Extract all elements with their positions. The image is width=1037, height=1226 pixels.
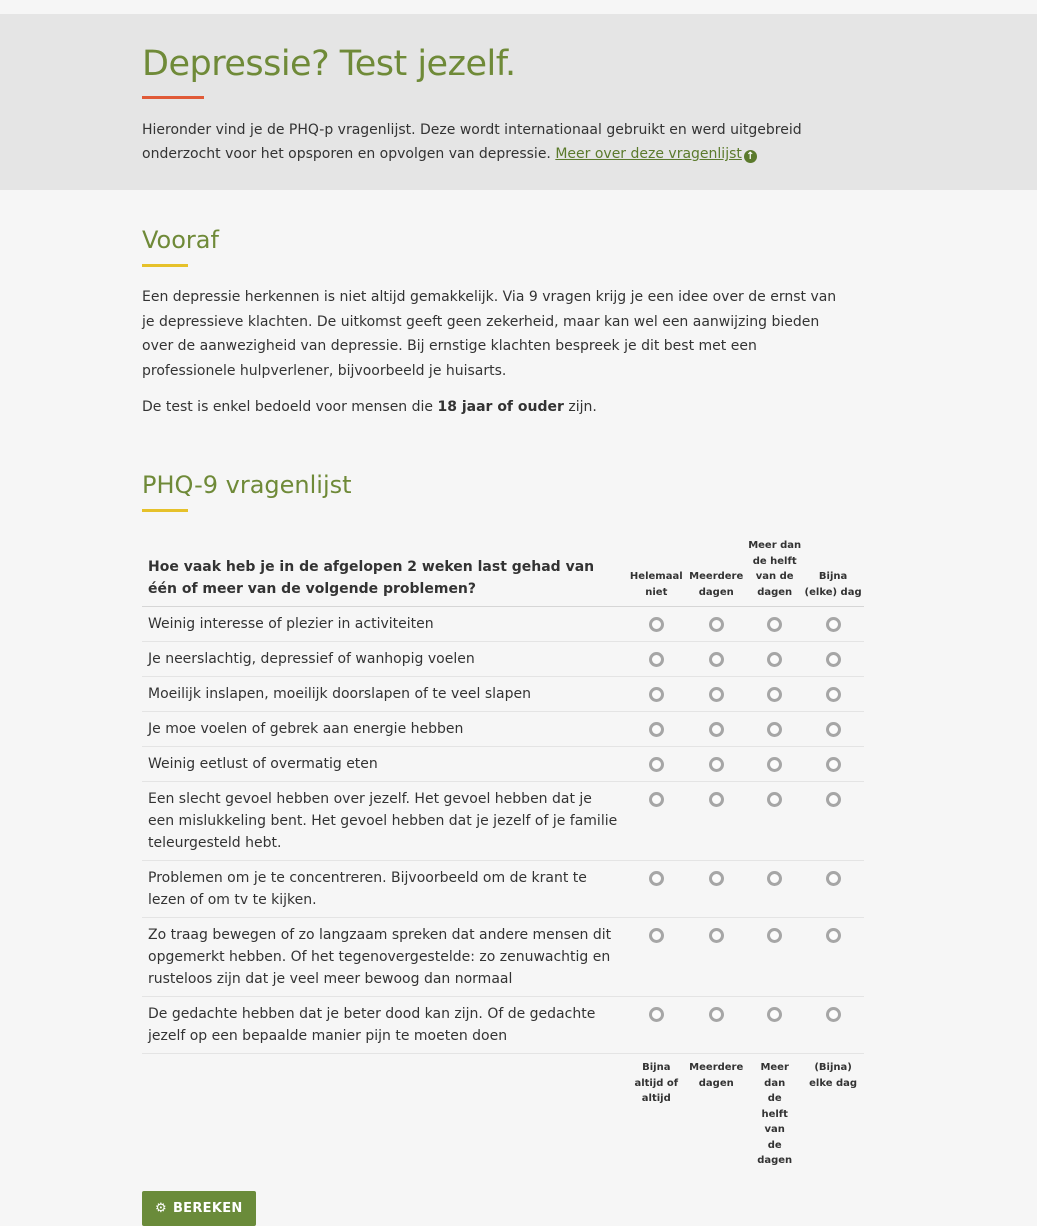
- question-text: Je moe voelen of gebrek aan energie hebben: [148, 721, 464, 737]
- answer-cell: [802, 642, 864, 677]
- answer-radio[interactable]: [649, 652, 664, 667]
- answer-radio[interactable]: [709, 687, 724, 702]
- answer-radio[interactable]: [767, 1007, 782, 1022]
- table-row: [142, 861, 864, 918]
- footer-column-label: Meerdere dagen: [689, 1062, 744, 1089]
- answer-radio[interactable]: [767, 757, 782, 772]
- answer-radio[interactable]: [767, 928, 782, 943]
- main-content: [0, 225, 1037, 1226]
- answer-cell: [747, 712, 802, 747]
- table-row: [142, 747, 864, 782]
- column-header: Meer dan de helft van de dagen: [748, 540, 802, 598]
- answer-radio[interactable]: [649, 722, 664, 737]
- answer-radio[interactable]: [826, 757, 841, 772]
- answer-cell: [802, 607, 864, 642]
- answer-radio[interactable]: [709, 757, 724, 772]
- calculate-button[interactable]: [142, 1191, 256, 1226]
- table-row: [142, 782, 864, 861]
- answer-radio[interactable]: [709, 928, 724, 943]
- table-row: [142, 712, 864, 747]
- answer-radio[interactable]: [709, 871, 724, 886]
- answer-cell: [627, 677, 685, 712]
- answer-radio[interactable]: [826, 928, 841, 943]
- table-footer-row: [142, 1054, 864, 1169]
- question-text: Problemen om je te concentreren. Bijvoorbeeld om de krant te lezen of om tv te kijken.: [148, 870, 587, 908]
- answer-radio[interactable]: [826, 617, 841, 632]
- table-row: [142, 607, 864, 642]
- answer-cell: [685, 712, 747, 747]
- answer-cell: [802, 712, 864, 747]
- answer-radio[interactable]: [649, 757, 664, 772]
- answer-radio[interactable]: [767, 652, 782, 667]
- answer-cell: [627, 918, 685, 997]
- answer-radio[interactable]: [709, 652, 724, 667]
- questionnaire-table: [142, 538, 864, 1169]
- gears-icon: ⚙: [155, 1200, 167, 1216]
- question-header: Hoe vaak heb je in de afgelopen 2 weken last gehad van één of meer van de volgende problemen?: [148, 559, 595, 597]
- answer-cell: [627, 712, 685, 747]
- more-info-link[interactable]: [555, 146, 757, 162]
- answer-cell: [627, 997, 685, 1054]
- answer-cell: [747, 918, 802, 997]
- answer-radio[interactable]: [649, 1007, 664, 1022]
- answer-cell: [627, 642, 685, 677]
- footer-column-label: Meer dan de helft van de dagen: [757, 1062, 793, 1166]
- age-notice-bold: 18 jaar of ouder: [437, 399, 564, 415]
- answer-cell: [747, 642, 802, 677]
- footer-column-label: Bijna altijd of altijd: [634, 1062, 679, 1104]
- answer-radio[interactable]: [826, 792, 841, 807]
- hero-intro-text: Hieronder vind je de PHQ-p vragenlijst. Deze wordt internationaal gebruikt en werd uitgebreid onderzocht voor het opsporen en opvolgen van depressie.: [142, 122, 802, 162]
- arrow-up-circle-icon: ↑: [744, 150, 757, 163]
- answer-radio[interactable]: [767, 687, 782, 702]
- answer-radio[interactable]: [826, 1007, 841, 1022]
- answer-radio[interactable]: [709, 617, 724, 632]
- table-row: [142, 642, 864, 677]
- answer-cell: [627, 747, 685, 782]
- vooraf-heading: Vooraf: [142, 226, 219, 254]
- answer-cell: [747, 747, 802, 782]
- answer-cell: [685, 747, 747, 782]
- age-notice-pre: De test is enkel bedoeld voor mensen die: [142, 399, 438, 415]
- answer-cell: [685, 918, 747, 997]
- answer-radio[interactable]: [767, 722, 782, 737]
- answer-radio[interactable]: [649, 617, 664, 632]
- more-info-link-label: Meer over deze vragenlijst: [555, 146, 742, 162]
- answer-radio[interactable]: [649, 928, 664, 943]
- answer-cell: [802, 782, 864, 861]
- answer-radio[interactable]: [709, 792, 724, 807]
- table-row: [142, 918, 864, 997]
- vooraf-underline: [142, 264, 188, 267]
- answer-cell: [685, 861, 747, 918]
- title-underline: [142, 96, 204, 99]
- table-row: [142, 997, 864, 1054]
- column-header: Bijna (elke) dag: [804, 571, 862, 598]
- question-text: De gedachte hebben dat je beter dood kan zijn. Of de gedachte jezelf op een bepaalde manier pijn te moeten doen: [148, 1006, 596, 1044]
- footer-column-label: (Bijna) elke dag: [809, 1062, 858, 1089]
- answer-radio[interactable]: [649, 687, 664, 702]
- question-text: Een slecht gevoel hebben over jezelf. Het gevoel hebben dat je een mislukkeling bent. Het gevoel hebben dat je jezelf of je familie teleurgesteld hebt.: [148, 791, 618, 851]
- answer-cell: [747, 782, 802, 861]
- hero-section: [0, 14, 1037, 190]
- vooraf-body: Een depressie herkennen is niet altijd gemakkelijk. Via 9 vragen krijg je een idee over de ernst van je depressieve klachten. De uitkomst geeft geen zekerheid, maar kan wel een aanwijzing bieden over de aanwezigheid van depressie. Bij ernstige klachten bespreek je dit best met een professionele hulpverlener, bijvoorbeeld je huisarts.: [142, 289, 837, 379]
- calculate-button-label: BEREKEN: [172, 1200, 243, 1216]
- answer-radio[interactable]: [826, 687, 841, 702]
- answer-cell: [802, 997, 864, 1054]
- answer-cell: [802, 861, 864, 918]
- answer-cell: [627, 782, 685, 861]
- question-text: Zo traag bewegen of zo langzaam spreken dat andere mensen dit opgemerkt hebben. Of het tegenovergestelde: zo zenuwachtig en rusteloos zijn dat je veel meer bewoog dan normaal: [148, 927, 612, 987]
- answer-cell: [802, 918, 864, 997]
- answer-radio[interactable]: [649, 792, 664, 807]
- top-strip: [0, 0, 1037, 14]
- answer-cell: [685, 997, 747, 1054]
- question-text: Je neerslachtig, depressief of wanhopig voelen: [148, 651, 475, 667]
- question-text: Weinig eetlust of overmatig eten: [148, 756, 378, 772]
- answer-radio[interactable]: [709, 722, 724, 737]
- answer-cell: [685, 642, 747, 677]
- footer-spacer: [142, 1054, 627, 1169]
- answer-cell: [627, 607, 685, 642]
- table-header-row: [142, 538, 864, 607]
- answer-cell: [685, 607, 747, 642]
- column-header: Meerdere dagen: [689, 571, 744, 598]
- answer-radio[interactable]: [649, 871, 664, 886]
- answer-radio[interactable]: [767, 792, 782, 807]
- hero-intro: [142, 118, 842, 166]
- phq-underline: [142, 509, 188, 512]
- answer-cell: [685, 782, 747, 861]
- question-rows: [142, 607, 864, 1054]
- answer-radio[interactable]: [767, 617, 782, 632]
- phq-heading: PHQ-9 vragenlijst: [142, 471, 352, 499]
- answer-cell: [802, 747, 864, 782]
- answer-radio[interactable]: [709, 1007, 724, 1022]
- age-notice-post: zijn.: [563, 399, 597, 415]
- page-title: Depressie? Test jezelf.: [142, 44, 516, 84]
- question-text: Weinig interesse of plezier in activiteiten: [148, 616, 434, 632]
- answer-cell: [747, 677, 802, 712]
- vooraf-section: [142, 225, 1037, 419]
- answer-radio[interactable]: [826, 652, 841, 667]
- phq-section: [142, 470, 1037, 1226]
- table-row: [142, 677, 864, 712]
- answer-cell: [747, 607, 802, 642]
- answer-cell: [627, 861, 685, 918]
- answer-cell: [747, 997, 802, 1054]
- question-text: Moeilijk inslapen, moeilijk doorslapen of te veel slapen: [148, 686, 531, 702]
- answer-cell: [747, 861, 802, 918]
- age-notice: [142, 395, 1037, 419]
- answer-radio[interactable]: [826, 722, 841, 737]
- answer-cell: [802, 677, 864, 712]
- answer-radio[interactable]: [767, 871, 782, 886]
- answer-radio[interactable]: [826, 871, 841, 886]
- answer-cell: [685, 677, 747, 712]
- column-header: Helemaal niet: [629, 571, 683, 598]
